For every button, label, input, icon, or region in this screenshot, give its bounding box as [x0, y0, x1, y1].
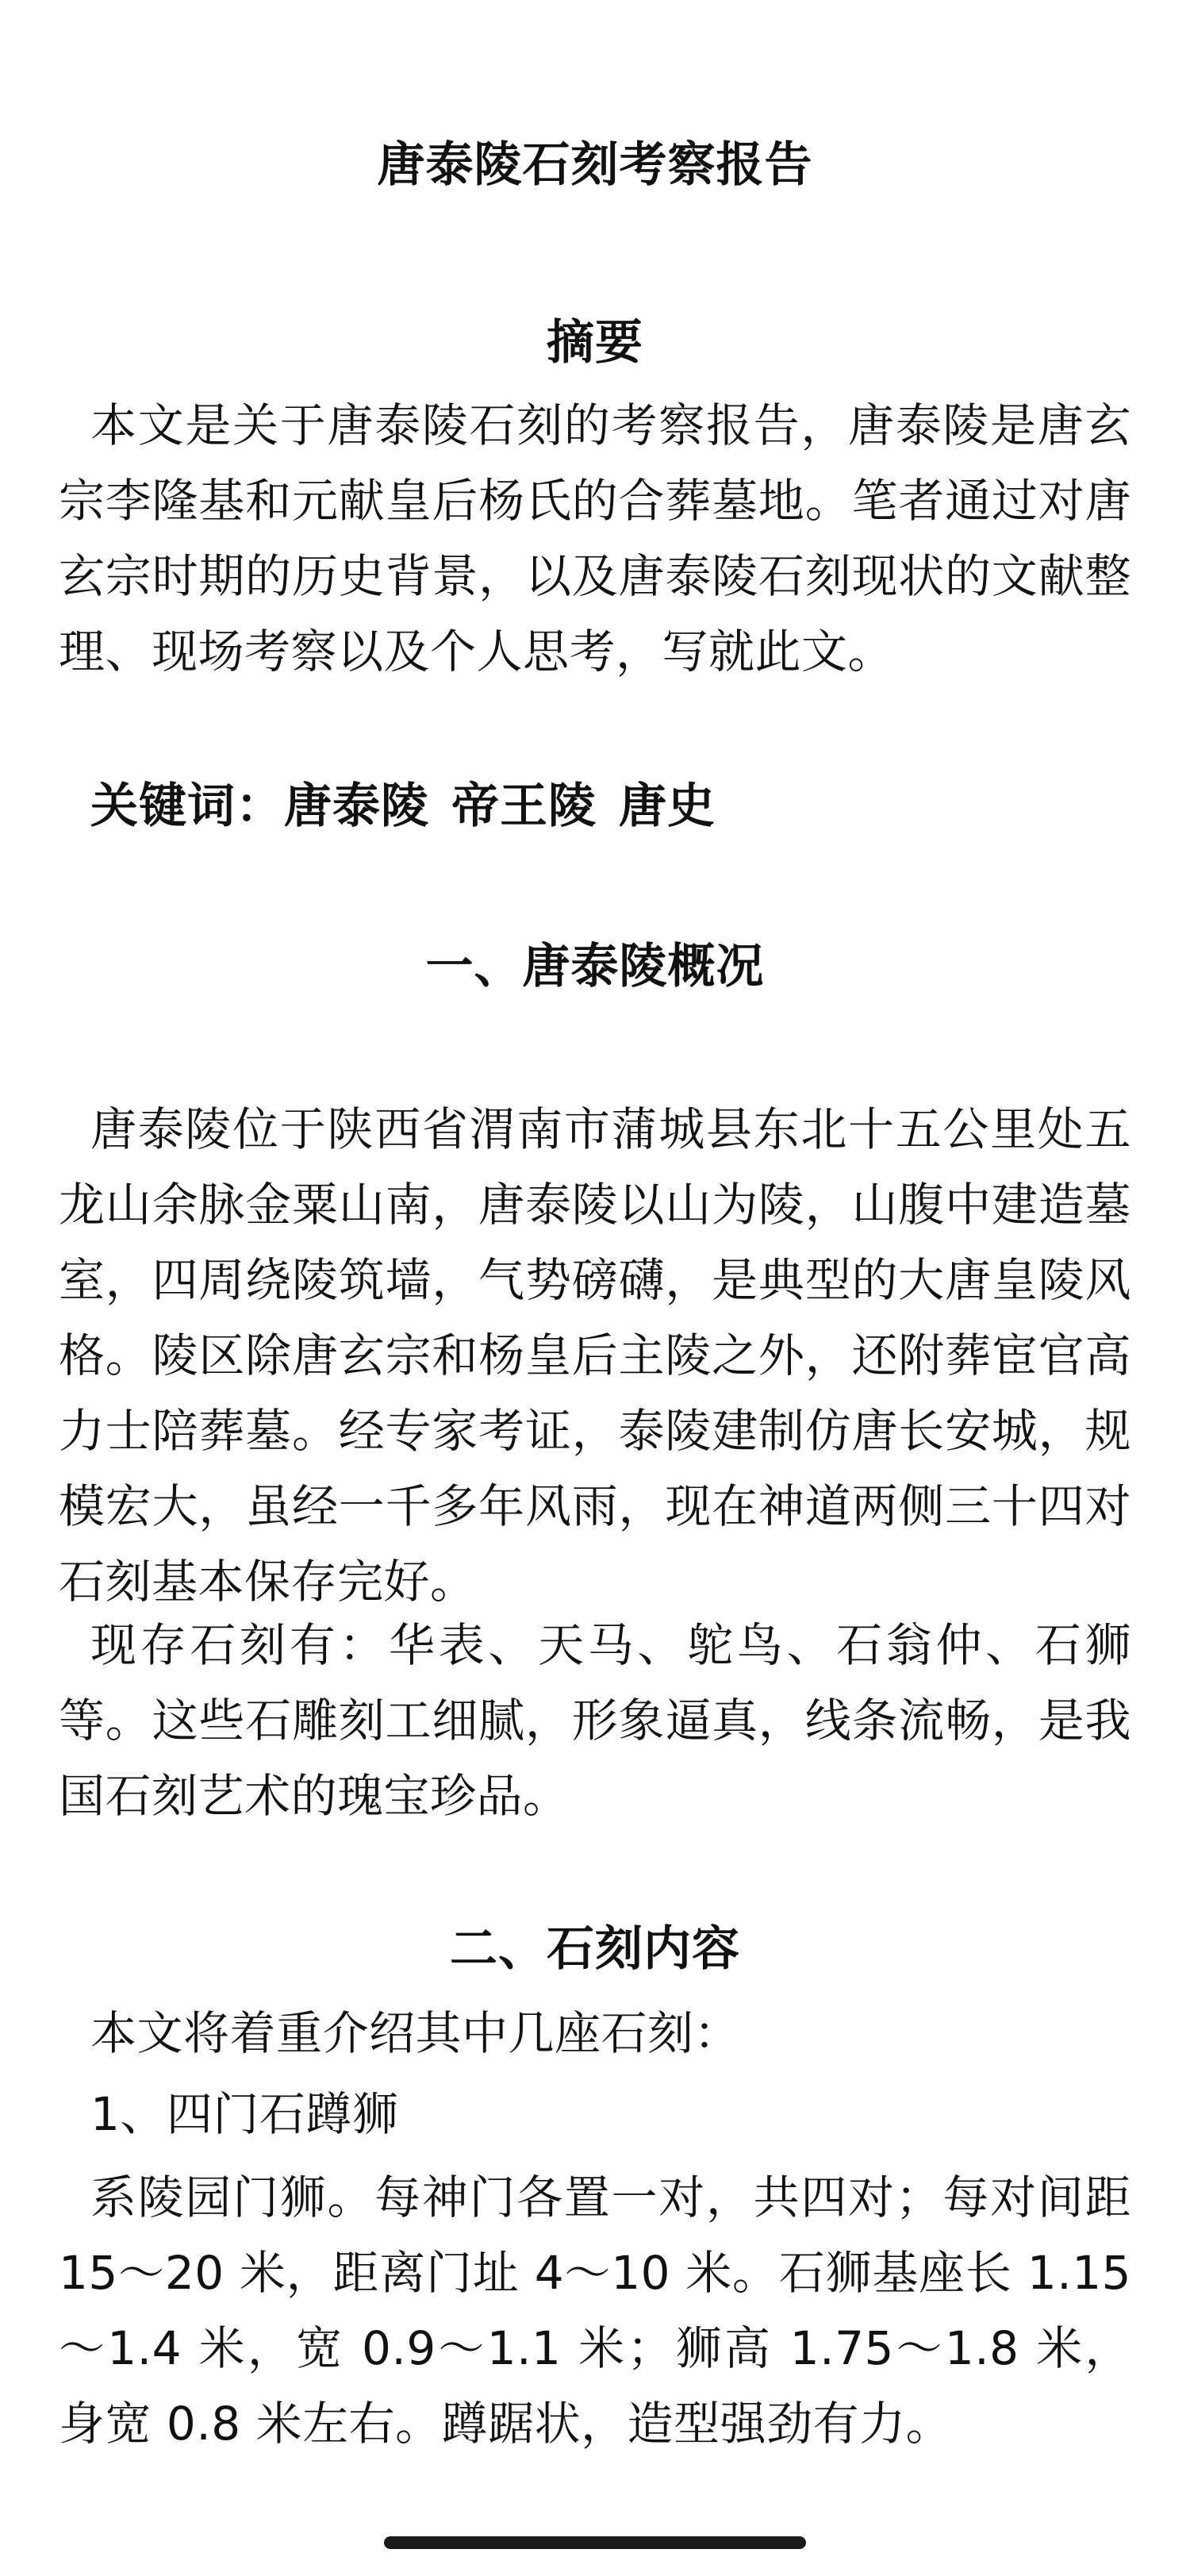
abstract-heading: 摘要	[547, 315, 643, 371]
keywords-line	[90, 775, 738, 838]
home-indicator-bar[interactable]	[384, 2536, 806, 2549]
item1-paragraph: 系陵园门狮。每神门各置一对，共四对；每对间距 15～20 米，距离门址 4～10 米。石狮基座长 1.15～1.4 米，宽 0.9～1.1 米；狮高 1.75～1.8 米，身宽 0.8 米左右。蹲踞状，造型强劲有力。	[59, 2170, 1131, 2451]
section2-intro: 本文将着重介绍其中几座石刻：	[90, 2006, 741, 2060]
keywords-label: 关键词：	[90, 779, 284, 834]
keyword-2: 帝王陵	[451, 779, 597, 834]
keyword-3: 唐史	[619, 779, 716, 834]
section1-paragraph-1: 唐泰陵位于陕西省渭南市蒲城县东北十五公里处五龙山余脉金粟山南，唐泰陵以山为陵，山腹中建造墓室，四周绕陵筑墙，气势磅礴，是典型的大唐皇陵风格。陵区除唐玄宗和杨皇后主陵之外，还附葬宦官高力士陪葬墓。经专家考证，泰陵建制仿唐长安城，规模宏大，虽经一千多年风雨，现在神道两侧三十四对石刻基本保存完好。	[59, 1102, 1131, 1609]
document-title: 唐泰陵石刻考察报告	[377, 137, 813, 193]
section2-heading: 二、石刻内容	[450, 1921, 740, 1977]
item1-heading: 1、四门石蹲狮	[90, 2087, 399, 2141]
section1-paragraph-2: 现存石刻有：华表、天马、鸵鸟、石翁仲、石狮等。这些石雕刻工细腻，形象逼真，线条流畅，是我国石刻艺术的瑰宝珍品。	[59, 1618, 1131, 1823]
abstract-paragraph: 本文是关于唐泰陵石刻的考察报告，唐泰陵是唐玄宗李隆基和元献皇后杨氏的合葬墓地。笔者通过对唐玄宗时期的历史背景，以及唐泰陵石刻现状的文献整理、现场考察以及个人思考，写就此文。	[59, 398, 1131, 679]
section1-heading: 一、唐泰陵概况	[425, 939, 765, 994]
keyword-1: 唐泰陵	[284, 779, 429, 834]
